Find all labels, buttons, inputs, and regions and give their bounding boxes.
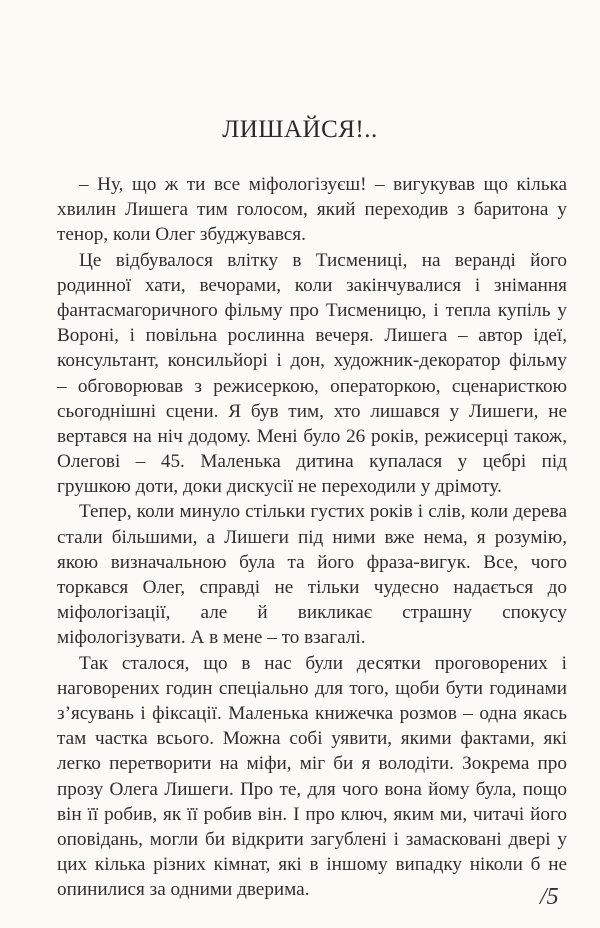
text-line: хвилин Лишега тим голосом, який переходив з баритона у (57, 199, 567, 221)
text-line: якою визначальною була та його фраза-вигук. Все, чого (57, 551, 567, 573)
text-line: родинної хати, вечорами, коли закінчувалися і знімання (57, 274, 567, 296)
text-line: наговорених годин спеціально для того, щоби бути годинами (57, 677, 567, 699)
paragraph (57, 248, 567, 500)
text-line: легко перетворити на міфи, міг би я володіти. Зокрема про (57, 753, 567, 775)
text-line: Тепер, коли минуло стільки густих років і слів, коли дерева (79, 501, 567, 523)
text-line: оповідань, могли би відкрити загублені і замасковані двері у (57, 828, 567, 850)
text-line: торкався Олег, справді не тільки чудесно надається до (57, 577, 567, 598)
chapter-title: ЛИШАЙСЯ!.. (222, 116, 378, 143)
text-line: там частка всього. Можна собі уявити, якими фактами, які (57, 728, 567, 750)
page-number: /5 (540, 884, 559, 910)
text-line: Вороні, і повільна рослинна вечеря. Лишега – автор ідеї, (57, 325, 567, 347)
text-line: міфологізувати. А в мене – то взагалі. (57, 627, 366, 649)
body-text (57, 172, 567, 902)
text-line: Олегові – 45. Маленька дитина купалася у цебрі під (57, 451, 567, 473)
text-line: стали більшими, а Лишеги під ними вже нема, я розумію, (57, 526, 567, 548)
text-line: прозу Олега Лишеги. Про те, для чого вона йому була, пощо (57, 778, 567, 800)
text-line: консультант, консильйорі і дон, художник-декоратор фільму (57, 350, 567, 372)
text-line: – обговорював з режисеркою, операторкою, сценаристкою (57, 375, 567, 397)
text-line: – Ну, що ж ти все міфологізуєш! – вигукував що кілька (79, 174, 567, 195)
text-line: вертався на ніч додому. Мені було 26 років, режисерці також, (57, 425, 567, 447)
text-line: міфологізації, але й викликає страшну спокусу (57, 602, 567, 624)
paragraph (57, 172, 567, 248)
paragraph (57, 499, 567, 650)
text-line: він її робив, як її робив він. І про ключ, яким ми, читачі його (57, 803, 567, 825)
text-line: сьогоднішні сцени. Я був тим, хто лишався у Лишеги, не (57, 400, 567, 422)
paragraph (57, 651, 567, 903)
text-line: з’ясувань і фіксації. Маленька книжечка розмов – одна якась (57, 702, 567, 724)
text-line: Це відбувалося влітку в Тисмениці, на веранді його (79, 249, 567, 271)
text-line: грушкою доти, доки дискусії не переходили у дрімоту. (57, 476, 502, 498)
text-line: цих кілька різних кімнат, які в іншому випадку ніколи б не (57, 854, 567, 876)
text-line: тенор, коли Олег збуджувався. (57, 224, 306, 246)
text-line: фантасмагоричного фільму про Тисменицю, і тепла купіль у (57, 299, 567, 321)
text-line: Так сталося, що в нас були десятки проговорених і (79, 652, 567, 674)
text-line: опинилися за одними дверима. (57, 879, 310, 901)
